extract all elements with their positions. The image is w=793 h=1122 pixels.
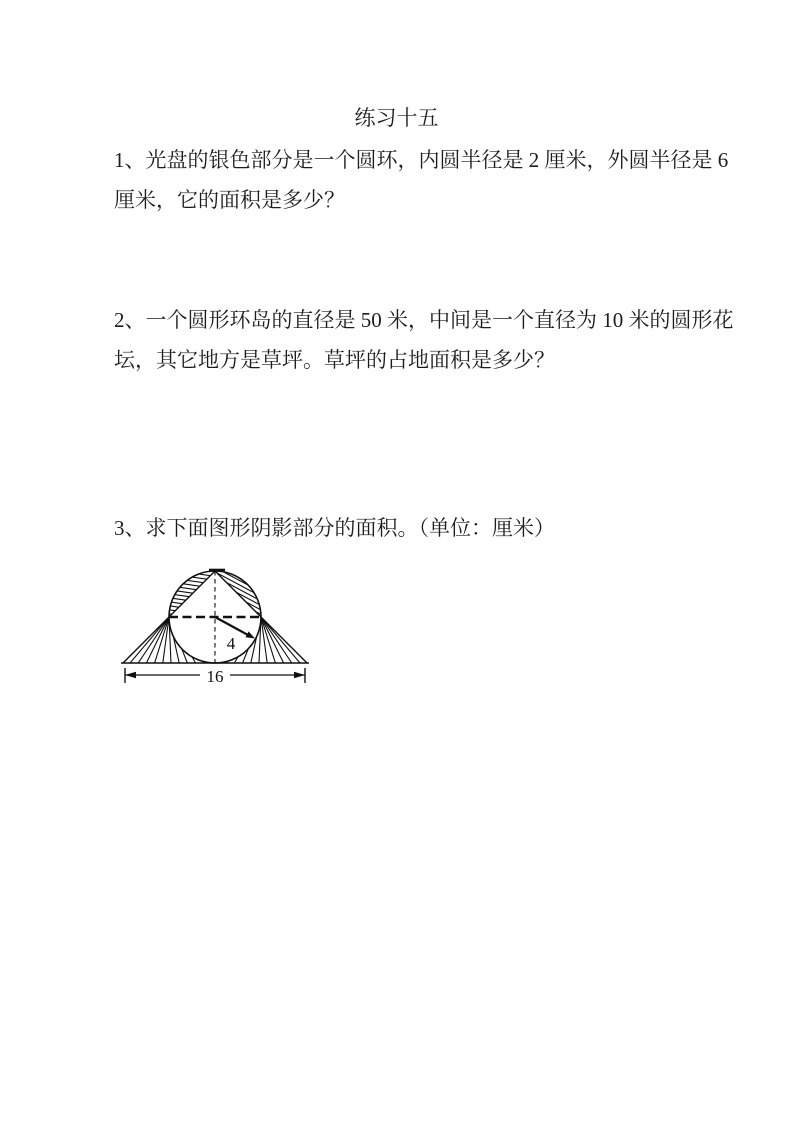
hatch-line (203, 560, 278, 565)
hatch-line (156, 604, 220, 613)
hatch-line (203, 570, 278, 610)
hatch-line (138, 617, 169, 663)
problem-2-line-1: 2、一个圆形环岛的直径是 50 米，中间是一个直径为 10 米的圆形花 (114, 308, 734, 332)
problem-1-line-1: 1、光盘的银色部分是一个圆环，内圆半径是 2 厘米，外圆半径是 6 (114, 148, 729, 172)
hatch-line (156, 608, 220, 617)
hatch-line (156, 584, 220, 593)
radius-arrowhead-icon (246, 631, 256, 638)
hatch-line (156, 592, 220, 601)
problem-3-line-1: 3、求下面图形阴影部分的面积。（单位：厘米） (114, 516, 555, 540)
shaded-area-figure (118, 560, 322, 692)
figure-svg (118, 560, 322, 692)
problem-1 (114, 140, 728, 220)
problem-2-line-2: 坛，其它地方是草坪。草坪的占地面积是多少？ (114, 348, 555, 372)
radius-arrow (215, 617, 248, 635)
page-title: 练习十五 (354, 106, 439, 130)
hatch-line (203, 560, 278, 592)
radius-label: 4 (226, 634, 236, 653)
hatch-line (203, 560, 278, 570)
dimension-arrow-left-icon (125, 672, 136, 678)
hatch-line (203, 560, 278, 588)
problem-1-line-2: 厘米，它的面积是多少？ (114, 188, 345, 212)
hatch-upper-right-segment (203, 560, 278, 655)
hatch-bottom-left-corner (130, 617, 204, 663)
hatch-line (261, 617, 292, 663)
hatch-line (156, 588, 220, 597)
hatch-line (203, 560, 278, 561)
base-dimension-label: 16 (206, 667, 224, 686)
hatch-line (156, 580, 220, 589)
dimension-arrow-right-icon (294, 672, 305, 678)
problem-3 (114, 508, 555, 548)
problem-2 (114, 300, 734, 380)
hatch-line (156, 600, 220, 609)
